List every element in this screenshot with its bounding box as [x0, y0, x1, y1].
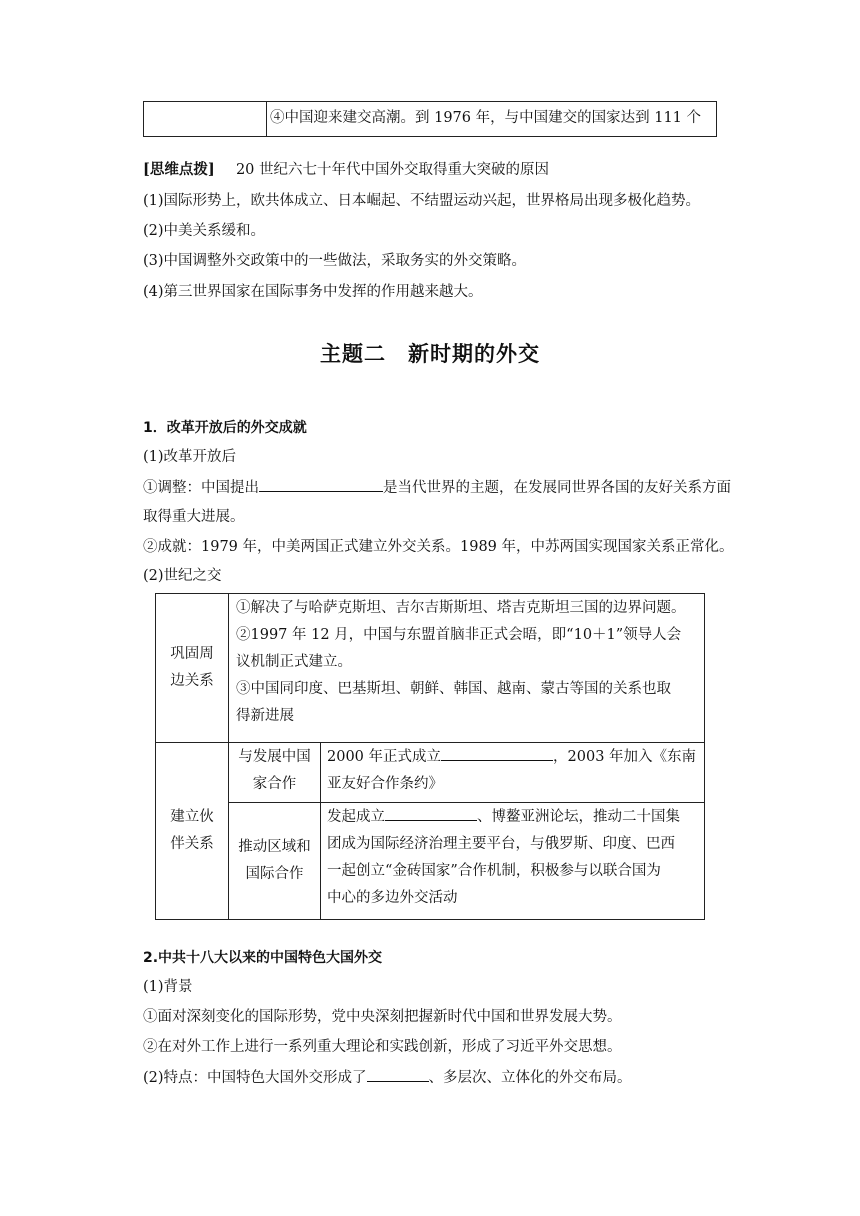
row1-line-3: 议机制正式建立。	[236, 654, 352, 670]
dev-line1-post: ，2003 年加入《东南	[553, 749, 697, 765]
section1-adjust-line	[143, 477, 731, 498]
adjust-pre: ①调整：中国提出	[143, 480, 259, 496]
row1-line-4: ③中国同印度、巴基斯坦、朝鲜、韩国、越南、蒙古等国的关系也取	[236, 681, 671, 697]
section2-sub1: (1)背景	[143, 979, 193, 995]
thinking-heading-line	[143, 160, 549, 180]
section1-adjust-cont: 取得重大进展。	[143, 509, 245, 525]
row1-head	[156, 594, 229, 743]
section1-sub1: (1)改革开放后	[143, 449, 237, 465]
dev-label-a: 与发展中国	[238, 749, 311, 765]
region-content	[321, 803, 705, 920]
feature-blank	[367, 1067, 429, 1082]
row1-line-2: ②1997 年 12 月，中国与东盟首脑非正式会晤，即“10＋1”领导人会	[236, 627, 682, 643]
thinking-point-1: (1)国际形势上，欧共体成立、日本崛起、不结盟运动兴起，世界格局出现多极化趋势。	[143, 193, 701, 209]
dev-line-2: 亚友好合作条约》	[327, 776, 443, 792]
top-table-col1	[144, 102, 267, 137]
region-line-1	[327, 804, 704, 831]
dev-blank	[441, 746, 553, 761]
section2-feature-line	[143, 1067, 632, 1088]
row1-head-b: 边关系	[170, 673, 214, 689]
section2-heading: 2.中共十八大以来的中国特色大国外交	[143, 950, 383, 966]
region-label-a: 推动区域和	[238, 839, 311, 855]
section2-bg1: ①面对深刻变化的国际形势，党中央深刻把握新时代中国和世界发展大势。	[143, 1009, 622, 1025]
dev-line-1	[327, 744, 704, 771]
adjust-post: 是当代世界的主题，在发展同世界各国的友好关系方面	[383, 480, 731, 496]
row1-content	[229, 594, 705, 743]
row2-head-a: 建立伙	[170, 809, 214, 825]
dev-label-b: 家合作	[252, 776, 297, 792]
feature-pre: (2)特点：中国特色大国外交形成了	[143, 1070, 367, 1086]
section1-sub2: (2)世纪之交	[143, 568, 222, 584]
thinking-label: [思维点拨]	[143, 161, 215, 178]
dev-line1-pre: 2000 年正式成立	[327, 749, 442, 765]
region-line-4: 中心的多边外交活动	[327, 890, 458, 906]
dev-content	[321, 743, 705, 803]
section2-bg2: ②在对外工作上进行一系列重大理论和实践创新，形成了习近平外交思想。	[143, 1039, 622, 1055]
adjust-blank	[259, 477, 383, 492]
region-label-b: 国际合作	[245, 866, 304, 882]
dev-label	[229, 743, 321, 803]
section1-achieve: ②成就：1979 年，中美两国正式建立外交关系。1989 年，中苏两国实现国家关系正常化。	[143, 539, 734, 555]
row2-head-b: 伴关系	[170, 836, 214, 852]
thinking-heading: 20 世纪六七十年代中国外交取得重大突破的原因	[235, 162, 550, 178]
row2-head	[156, 743, 229, 920]
region-line-2: 团成为国际经济治理主要平台，与俄罗斯、印度、巴西	[327, 836, 675, 852]
section1-heading: 1．改革开放后的外交成就	[143, 420, 307, 436]
top-table	[143, 101, 717, 137]
region-line1-post: 、博鳌亚洲论坛，推动二十国集	[477, 809, 680, 825]
topic-title: 主题二 新时期的外交	[320, 342, 540, 366]
thinking-point-2: (2)中美关系缓和。	[143, 223, 266, 239]
region-blank	[385, 806, 477, 821]
row1-line-1: ①解决了与哈萨克斯坦、吉尔吉斯斯坦、塔吉克斯坦三国的边界问题。	[236, 600, 686, 616]
top-table-col2: ④中国迎来建交高潮。到 1976 年，与中国建交的国家达到 111 个	[267, 102, 717, 137]
row1-head-a: 巩固周	[170, 646, 214, 662]
thinking-point-4: (4)第三世界国家在国际事务中发挥的作用越来越大。	[143, 284, 483, 300]
row1-line-5: 得新进展	[236, 708, 294, 724]
region-label	[229, 803, 321, 920]
century-table	[155, 593, 705, 920]
region-line1-pre: 发起成立	[327, 809, 385, 825]
thinking-point-3: (3)中国调整外交政策中的一些做法，采取务实的外交策略。	[143, 253, 527, 269]
feature-post: 、多层次、立体化的外交布局。	[428, 1070, 632, 1086]
region-line-3: 一起创立“金砖国家”合作机制，积极参与以联合国为	[327, 863, 661, 879]
